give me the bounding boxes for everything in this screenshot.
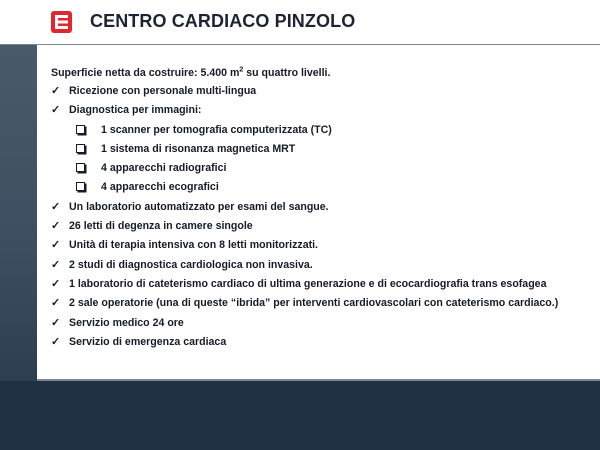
- check-list-item: [51, 84, 591, 103]
- sub-list-item: [51, 142, 591, 161]
- list-item-text: Un laboratorio automatizzato per esami del sangue.: [69, 200, 329, 213]
- checkmark-icon: ✓: [51, 200, 61, 213]
- check-list-item: [51, 200, 591, 219]
- check-list-item: [51, 258, 591, 277]
- intro-text-end: su quattro livelli.: [243, 67, 331, 79]
- slide-footer-band: [0, 381, 600, 450]
- checkmark-icon: ✓: [51, 220, 61, 233]
- slide-title: CENTRO CARDIACO PINZOLO: [90, 11, 356, 31]
- list-item-text: 2 sale operatorie (una di queste “ibrida” per interventi cardiovascolari con cateterismo cardiaco.): [69, 297, 559, 310]
- header-divider: [0, 44, 600, 45]
- list-item-text: Ricezione con personale multi-lingua: [69, 85, 257, 97]
- square-bullet-icon: [76, 144, 85, 153]
- checkmark-icon: ✓: [51, 335, 61, 348]
- slide-content: [51, 66, 591, 354]
- list-item-text: Servizio medico 24 ore: [69, 316, 184, 329]
- sub-item-text: 1 sistema di risonanza magnetica MRT: [101, 142, 296, 155]
- e-logo-icon: [51, 11, 72, 33]
- checkmark-icon: ✓: [51, 316, 61, 329]
- sub-item-text: 4 apparecchi radiografici: [101, 162, 227, 175]
- slide-header: [0, 0, 600, 44]
- sub-list-item: [51, 180, 591, 199]
- check-list-item: [51, 296, 591, 315]
- list-item-text: 2 studi di diagnostica cardiologica non invasiva.: [69, 258, 313, 271]
- check-list-item: [51, 316, 591, 335]
- intro-superscript: 2: [239, 66, 244, 74]
- check-list-item: [51, 335, 591, 354]
- intro-text: Superficie netta da costruire: 5.400 m: [51, 67, 240, 79]
- sub-list-item: [51, 123, 591, 142]
- sub-item-text: 1 scanner per tomografia computerizzata (TC): [101, 123, 332, 136]
- checkmark-icon: ✓: [51, 277, 61, 290]
- check-list-item: [51, 219, 591, 238]
- check-list-item: [51, 238, 591, 257]
- square-bullet-icon: [76, 182, 85, 191]
- list-item-text: 1 laboratorio di cateterismo cardiaco di ultima generazione e di ecocardiografia trans esofagea: [69, 277, 547, 290]
- sub-list-item: [51, 161, 591, 180]
- check-list-item: [51, 103, 591, 122]
- square-bullet-icon: [76, 125, 85, 134]
- sub-item-text: 4 apparecchi ecografici: [101, 181, 219, 194]
- checkmark-icon: ✓: [51, 85, 61, 97]
- list-item-text: Servizio di emergenza cardiaca: [69, 335, 227, 348]
- list-item-text: Diagnostica per immagini:: [69, 104, 202, 117]
- checkmark-icon: ✓: [51, 239, 61, 252]
- checkmark-icon: ✓: [51, 258, 61, 271]
- square-bullet-icon: [76, 163, 85, 172]
- list-item-text: Unità di terapia intensiva con 8 letti monitorizzati.: [69, 239, 318, 252]
- checkmark-icon: ✓: [51, 297, 61, 310]
- intro-line: [51, 66, 591, 84]
- check-list-item: [51, 277, 591, 296]
- checkmark-icon: ✓: [51, 104, 61, 117]
- feature-list: [51, 84, 591, 354]
- left-accent-band: [0, 45, 37, 381]
- list-item-text: 26 letti di degenza in camere singole: [69, 220, 253, 233]
